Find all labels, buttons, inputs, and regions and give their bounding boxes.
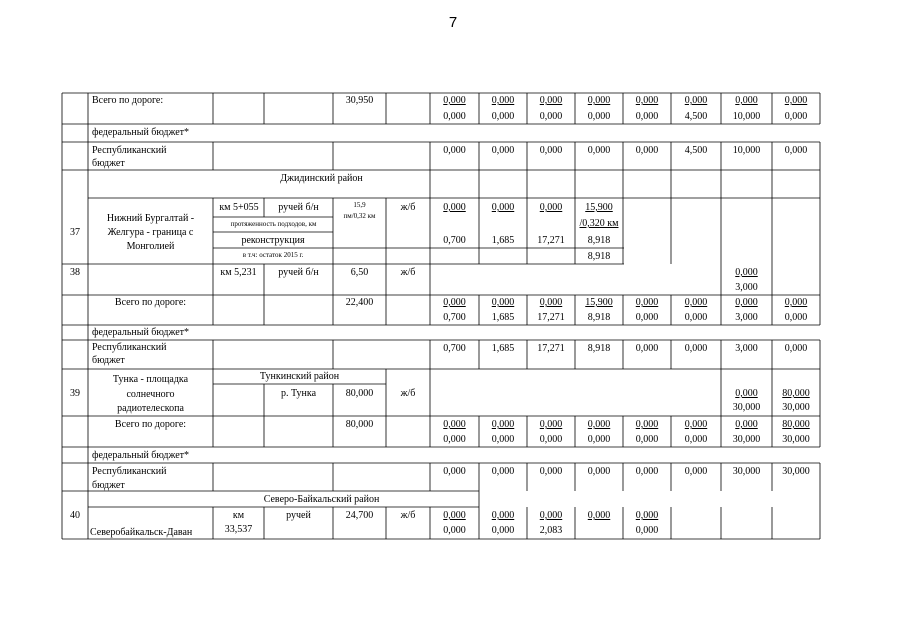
value-cell: 1,685 xyxy=(491,312,515,323)
value-cell: 0,000 xyxy=(443,95,466,106)
value-cell: 30,000 xyxy=(782,466,810,477)
note-cell: протяженность подходов, км xyxy=(230,220,317,228)
value-cell: 0,000 xyxy=(443,145,466,156)
road-name: Нижний Бургалтай - xyxy=(106,213,195,224)
value-cell: 15,900 xyxy=(585,202,613,213)
value-cell: 80,000 xyxy=(782,388,810,399)
value-cell: 0,000 xyxy=(684,419,708,430)
value-cell: 0,000 xyxy=(684,95,708,106)
value-cell: 0,000 xyxy=(491,95,515,106)
value-cell: 0,000 xyxy=(587,510,611,521)
value-cell: 0,000 xyxy=(491,111,515,122)
value-cell: 0,000 xyxy=(491,466,515,477)
value-cell: 10,000 xyxy=(732,111,761,122)
value-cell: 0,000 xyxy=(491,525,515,536)
district-heading: Тункинский район xyxy=(259,371,340,382)
work-type-cell: реконструкция xyxy=(241,235,305,246)
republic-budget-label: бюджет xyxy=(92,355,125,366)
republic-budget-label: Республиканский xyxy=(92,342,167,353)
page-number: 7 xyxy=(448,14,458,31)
row-number: 37 xyxy=(70,227,80,238)
value-cell: 0,000 xyxy=(491,434,515,445)
value-cell: 8,918 xyxy=(587,235,611,246)
value-cell: 0,000 xyxy=(684,466,708,477)
value-cell: 0,000 xyxy=(491,297,515,308)
value-cell: 0,000 xyxy=(443,202,466,213)
object-cell: р. Тунка xyxy=(280,388,317,399)
value-cell: 0,000 xyxy=(735,95,758,106)
value-cell: 0,000 xyxy=(587,145,611,156)
total-label: Всего по дороге: xyxy=(114,419,187,430)
federal-budget-label: федеральный бюджет* xyxy=(92,327,190,338)
type-cell: ж/б xyxy=(400,510,416,521)
road-name: Монголией xyxy=(126,241,175,252)
length-cell: 80,000 xyxy=(345,419,374,430)
total-label: Всего по дороге: xyxy=(92,95,164,106)
value-cell: 30,000 xyxy=(732,402,761,413)
value-cell: 0,000 xyxy=(491,510,515,521)
km-cell: км 5+055 xyxy=(219,202,259,213)
road-name: радиотелескопа xyxy=(117,403,184,414)
value-cell: 0,000 xyxy=(635,434,659,445)
value-cell: 0,000 xyxy=(443,111,466,122)
row-number: 39 xyxy=(70,388,80,399)
value-cell: 8,918 xyxy=(587,251,611,262)
value-cell: 10,000 xyxy=(732,145,761,156)
length-cell: 6,50 xyxy=(350,267,369,278)
length-cell: 15,9 xyxy=(353,201,366,209)
value-cell: 0,000 xyxy=(635,525,659,536)
value-cell: 0,000 xyxy=(491,145,515,156)
value-cell: 4,500 xyxy=(684,111,708,122)
value-cell: 0,000 xyxy=(784,145,808,156)
value-cell: 0,000 xyxy=(784,312,808,323)
length-cell: 24,700 xyxy=(345,510,374,521)
value-cell: 0,000 xyxy=(735,419,758,430)
value-cell: 0,000 xyxy=(443,510,466,521)
value-cell: 0,000 xyxy=(539,95,563,106)
value-cell: /0,320 км xyxy=(579,218,619,229)
value-cell: 0,700 xyxy=(443,343,466,354)
road-name: Северобайкальск-Даван xyxy=(90,527,193,538)
km-cell: км xyxy=(232,510,245,521)
value-cell: 0,000 xyxy=(443,525,466,536)
value-cell: 80,000 xyxy=(782,419,810,430)
value-cell: 0,000 xyxy=(539,297,563,308)
federal-budget-label: федеральный бюджет* xyxy=(92,127,190,138)
value-cell: 0,000 xyxy=(735,388,758,399)
value-cell: 15,900 xyxy=(585,297,613,308)
value-cell: 0,000 xyxy=(635,510,659,521)
value-cell: 17,271 xyxy=(537,235,565,246)
value-cell: 17,271 xyxy=(537,343,565,354)
value-cell: 0,000 xyxy=(587,419,611,430)
value-cell: 0,000 xyxy=(735,297,758,308)
object-cell: ручей б/н xyxy=(278,267,319,278)
value-cell: 2,083 xyxy=(539,525,563,536)
type-cell: ж/б xyxy=(400,267,416,278)
value-cell: 0,000 xyxy=(784,95,808,106)
length-cell: 30,950 xyxy=(345,95,374,106)
value-cell: 0,000 xyxy=(443,297,466,308)
value-cell: 0,000 xyxy=(684,343,708,354)
value-cell: 0,000 xyxy=(784,111,808,122)
value-cell: 4,500 xyxy=(684,145,708,156)
value-cell: 0,000 xyxy=(491,202,515,213)
value-cell: 0,000 xyxy=(443,419,466,430)
length-cell: пм/0,32 км xyxy=(343,212,376,220)
value-cell: 0,000 xyxy=(635,312,659,323)
value-cell: 0,000 xyxy=(539,419,563,430)
federal-budget-label: федеральный бюджет* xyxy=(92,450,190,461)
value-cell: 0,000 xyxy=(635,343,659,354)
total-label: Всего по дороге: xyxy=(114,297,187,308)
type-cell: ж/б xyxy=(400,202,416,213)
value-cell: 0,000 xyxy=(539,434,563,445)
road-name: Тунка - площадка xyxy=(112,374,189,385)
value-cell: 0,000 xyxy=(784,343,808,354)
value-cell: 0,000 xyxy=(635,419,659,430)
row-number: 40 xyxy=(70,510,80,521)
road-name: Желгура - граница с xyxy=(107,227,194,238)
object-cell: ручей xyxy=(286,510,311,521)
republic-budget-label: бюджет xyxy=(92,158,125,169)
value-cell: 0,000 xyxy=(539,466,563,477)
value-cell: 0,000 xyxy=(539,111,563,122)
value-cell: 0,000 xyxy=(635,111,659,122)
value-cell: 0,000 xyxy=(587,95,611,106)
object-cell: ручей б/н xyxy=(278,202,319,213)
value-cell: 0,000 xyxy=(635,95,659,106)
km-cell: км 5,231 xyxy=(220,267,257,278)
value-cell: 3,000 xyxy=(735,343,758,354)
value-cell: 0,700 xyxy=(443,235,466,246)
row-number: 38 xyxy=(70,267,80,278)
road-name: солнечного xyxy=(126,389,175,400)
value-cell: 8,918 xyxy=(587,312,611,323)
value-cell: 30,000 xyxy=(782,402,810,413)
value-cell: 0,000 xyxy=(539,510,563,521)
value-cell: 0,000 xyxy=(735,267,758,278)
value-cell: 0,000 xyxy=(443,434,466,445)
length-cell: 22,400 xyxy=(345,297,374,308)
value-cell: 0,000 xyxy=(784,297,808,308)
value-cell: 0,700 xyxy=(443,312,466,323)
value-cell: 1,685 xyxy=(491,235,515,246)
value-cell: 0,000 xyxy=(539,145,563,156)
republic-budget-label: бюджет xyxy=(92,480,125,491)
value-cell: 3,000 xyxy=(735,312,758,323)
value-cell: 0,000 xyxy=(684,434,708,445)
type-cell: ж/б xyxy=(400,388,416,399)
district-heading: Джидинский район xyxy=(280,173,363,184)
value-cell: 0,000 xyxy=(635,145,659,156)
value-cell: 0,000 xyxy=(635,297,659,308)
value-cell: 0,000 xyxy=(635,466,659,477)
value-cell: 0,000 xyxy=(443,466,466,477)
length-cell: 80,000 xyxy=(345,388,374,399)
km-cell: 33,537 xyxy=(224,524,253,535)
value-cell: 0,000 xyxy=(587,466,611,477)
value-cell: 0,000 xyxy=(587,434,611,445)
value-cell: 0,000 xyxy=(539,202,563,213)
value-cell: 0,000 xyxy=(491,419,515,430)
value-cell: 30,000 xyxy=(732,466,761,477)
value-cell: 1,685 xyxy=(491,343,515,354)
district-heading: Северо-Байкальский район xyxy=(263,494,380,505)
value-cell: 30,000 xyxy=(782,434,810,445)
value-cell: 0,000 xyxy=(587,111,611,122)
value-cell: 8,918 xyxy=(587,343,611,354)
republic-budget-label: Республиканский xyxy=(92,466,167,477)
republic-budget-label: Республиканский xyxy=(92,145,167,156)
value-cell: 3,000 xyxy=(735,282,758,293)
value-cell: 0,000 xyxy=(684,297,708,308)
value-cell: 30,000 xyxy=(732,434,761,445)
value-cell: 17,271 xyxy=(537,312,565,323)
value-cell: 0,000 xyxy=(684,312,708,323)
note-cell: в т.ч: остаток 2015 г. xyxy=(242,251,304,259)
